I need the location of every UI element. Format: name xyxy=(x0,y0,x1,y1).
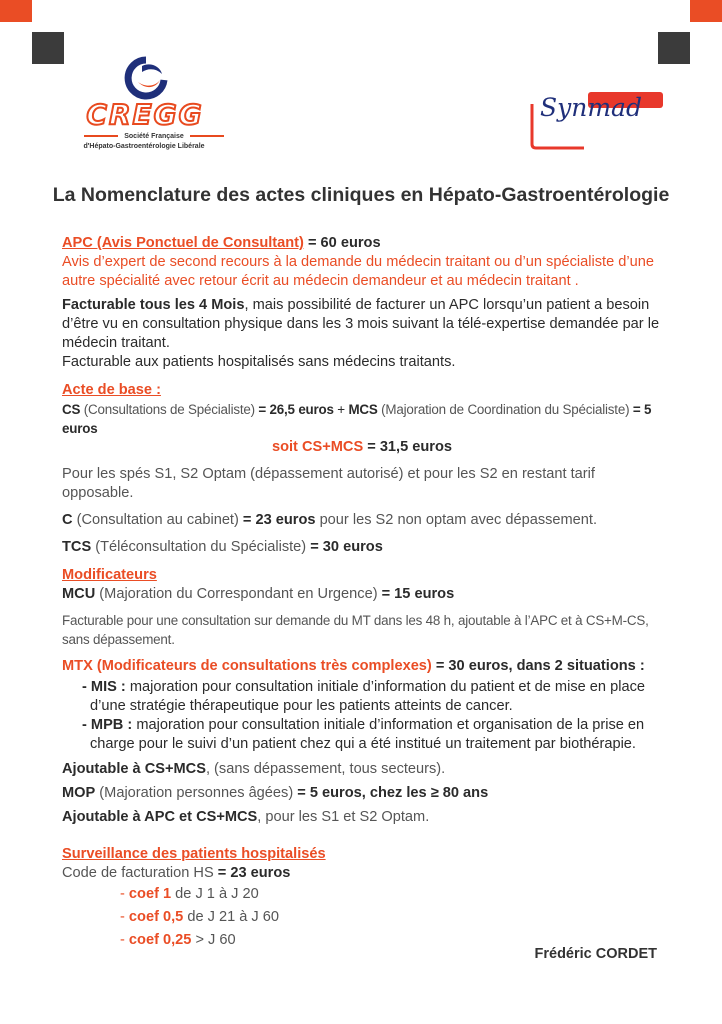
spes-line: Pour les spés S1, S2 Optam (dépassement autorisé) et pour les S2 en restant tarif opposable. xyxy=(62,466,595,501)
corner-accent-top-left xyxy=(0,0,32,22)
c-code: C xyxy=(62,512,73,528)
mop-label: (Majoration personnes âgées) xyxy=(95,785,298,801)
mcu-description: Facturable pour une consultation sur demande du MT dans les 48 h, ajoutable à l’APC et à CS+M-CS, sans dépassement. xyxy=(62,613,649,647)
signature: Frédéric CORDET xyxy=(534,946,657,962)
cregg-emblem-icon xyxy=(120,56,172,100)
coef-range: > J 60 xyxy=(191,932,236,948)
base-heading: Acte de base : xyxy=(62,382,161,398)
tcs-price: = 30 euros xyxy=(310,539,383,555)
cregg-wordmark: CREGG xyxy=(86,98,204,131)
mtx-heading: MTX (Modificateurs de consultations très complexes) xyxy=(62,658,432,674)
mcu-line xyxy=(62,585,662,604)
hs-code-label: Code de facturation HS xyxy=(62,865,218,881)
content-body xyxy=(62,234,662,950)
tcs-code: TCS xyxy=(62,539,92,555)
modificateurs-heading: Modificateurs xyxy=(62,567,157,583)
mop-line xyxy=(62,784,662,803)
ajoutable-1-bold: Ajoutable à CS+MCS xyxy=(62,761,206,777)
c-line xyxy=(62,511,662,530)
coef-value: coef 0,25 xyxy=(128,932,192,948)
corner-accent-top-right xyxy=(690,0,722,22)
soit-label: soit CS+MCS xyxy=(271,439,364,455)
coef-item xyxy=(62,908,662,927)
apc-heading: APC (Avis Ponctuel de Consultant) xyxy=(62,235,304,251)
apc-price: = 60 euros xyxy=(303,235,381,251)
mis-code: - MIS : xyxy=(82,679,126,695)
mcu-code: MCU xyxy=(62,586,96,602)
apc-description: Avis d’expert de second recours à la demande du médecin traitant ou d’un spécialiste d’une autre spécialité avec retour écrit au médecin demandeur et au médecin traitant . xyxy=(62,254,654,289)
cregg-subtitle-1: Société Française xyxy=(124,133,184,140)
apc-facturable-bold: Facturable tous les 4 Mois xyxy=(62,297,245,313)
plus-sign: + xyxy=(333,402,349,417)
mcu-label: (Majoration du Correspondant en Urgence) xyxy=(95,586,382,602)
cregg-subtitle-2: d'Hépato-Gastroentérologie Libérale xyxy=(83,143,205,150)
mcs-label: (Majoration de Coordination du Spécialiste) xyxy=(377,402,633,417)
coef-range: de J 1 à J 20 xyxy=(171,886,259,902)
synmad-wordmark: Synmad xyxy=(540,93,642,122)
cs-mcs-total xyxy=(62,438,662,457)
ajoutable-2-bold: Ajoutable à APC et CS+MCS xyxy=(62,809,258,825)
ajoutable-apc xyxy=(62,808,662,827)
apc-heading-line xyxy=(62,234,662,253)
c-label: (Consultation au cabinet) xyxy=(72,512,243,528)
apc-facturable-rest: , mais possibilité de facturer un APC lorsqu’un patient a besoin d’être vu en consultation physique dans les 3 mois suivant la télé-expertise demandée par le médecin traitant. xyxy=(62,297,660,351)
mcs-code: MCS xyxy=(348,402,378,417)
tcs-line xyxy=(62,538,662,557)
coef-item xyxy=(62,885,662,904)
cs-line xyxy=(62,400,662,438)
page-title: La Nomenclature des actes cliniques en Hépato-Gastroentérologie xyxy=(52,184,670,206)
coef-dash: - xyxy=(120,886,129,902)
corner-square-right xyxy=(658,32,690,64)
c-rest: pour les S2 non optam avec dépassement. xyxy=(315,512,598,528)
synmad-logo xyxy=(528,92,663,150)
mtx-price: = 30 euros, dans 2 situations : xyxy=(431,658,645,674)
total-price: = 31,5 euros xyxy=(363,439,453,455)
cs-price: = 26,5 euros xyxy=(258,402,334,417)
apc-hospitalises: Facturable aux patients hospitalisés sans médecins traitants. xyxy=(62,354,456,370)
ajoutable-2-rest: , pour les S1 et S2 Optam. xyxy=(257,809,430,825)
mpb-code: - MPB : xyxy=(82,717,133,733)
coef-range: de J 21 à J 60 xyxy=(183,909,280,925)
coef-dash: - xyxy=(120,909,129,925)
mis-item xyxy=(62,678,662,716)
tcs-label: (Téléconsultation du Spécialiste) xyxy=(91,539,311,555)
mcs-price: = 5 euros xyxy=(62,402,652,436)
mis-text: majoration pour consultation initiale d’information du patient et de mise en place d’une stratégie thérapeutique pour les patients atteints de cancer. xyxy=(90,679,645,714)
mtx-line xyxy=(62,657,662,676)
mop-price: = 5 euros, chez les ≥ 80 ans xyxy=(297,785,489,801)
mpb-item xyxy=(62,716,662,754)
hs-code-price: = 23 euros xyxy=(217,865,291,881)
cregg-logo xyxy=(64,56,224,152)
coef-dash: - xyxy=(120,932,129,948)
cs-label: (Consultations de Spécialiste) xyxy=(80,402,259,417)
mpb-text: majoration pour consultation initiale d’information et organisation de la prise en charge pour le suivi d’un patient chez qui a été institué un traitement par biothérapie. xyxy=(90,717,645,752)
apc-facturable xyxy=(62,296,662,353)
ajoutable-1-rest: , (sans dépassement, tous secteurs). xyxy=(205,761,446,777)
c-price: = 23 euros xyxy=(242,512,316,528)
surveillance-heading: Surveillance des patients hospitalisés xyxy=(62,846,326,862)
ajoutable-cs-mcs xyxy=(62,760,662,779)
coef-value: coef 1 xyxy=(128,886,172,902)
corner-square-left xyxy=(32,32,64,64)
cs-code: CS xyxy=(62,402,81,417)
coef-value: coef 0,5 xyxy=(128,909,184,925)
hs-code-line xyxy=(62,864,662,883)
mop-code: MOP xyxy=(62,785,96,801)
mcu-price: = 15 euros xyxy=(381,586,455,602)
